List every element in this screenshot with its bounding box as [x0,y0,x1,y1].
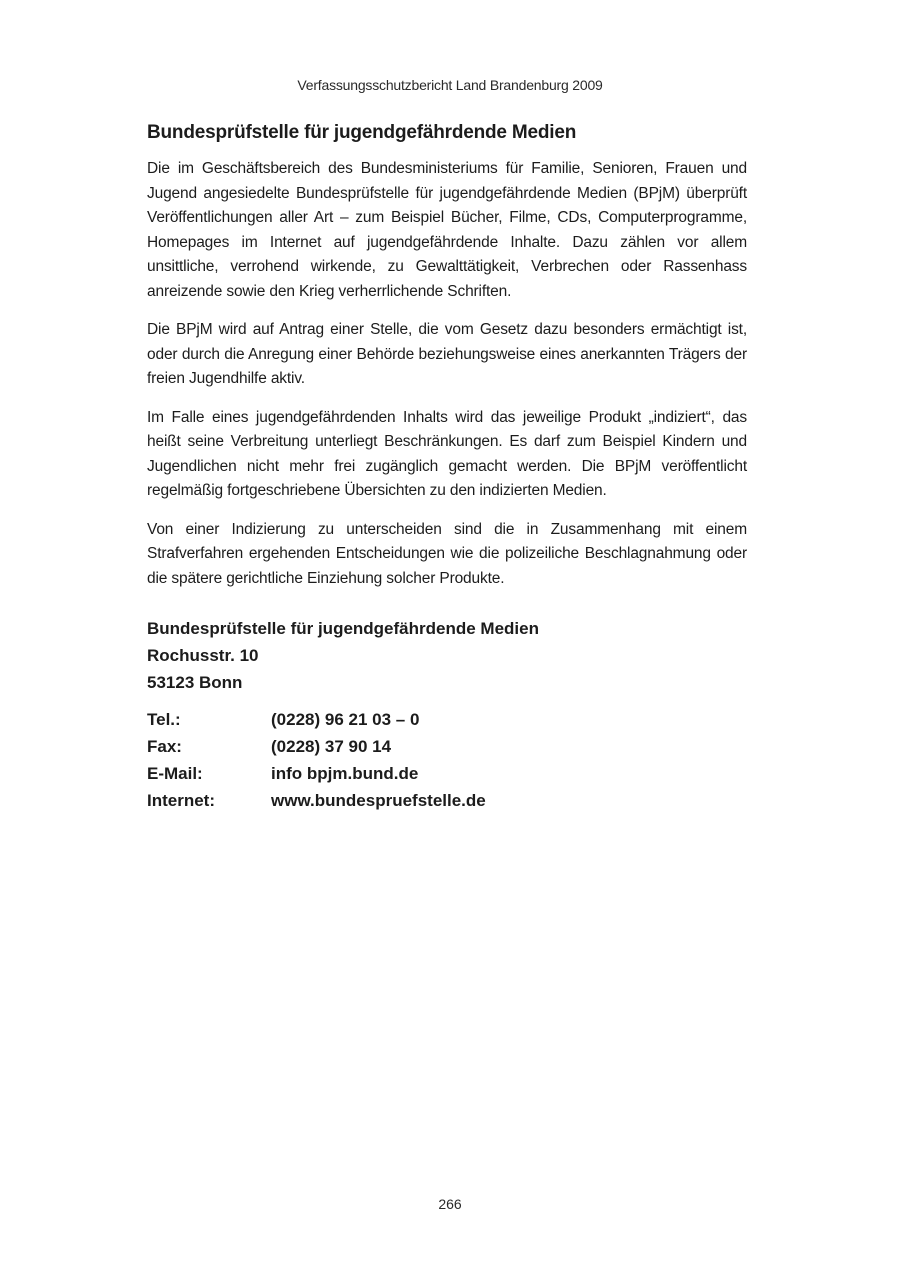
paragraph: Von einer Indizierung zu unterscheiden sind die in Zusammenhang mit einem Strafverfahren ergehenden Entscheidungen wie die polizeiliche Beschlagnahmung oder die spätere gerichtliche Einziehung solcher Produkte. [147,520,747,587]
contact-phone: (0228) 96 21 03 – 0 [271,710,420,729]
contact-fax: (0228) 37 90 14 [271,737,392,756]
contact-label: Tel.: [147,710,181,729]
contact-label: Internet: [147,791,215,810]
paragraph: Die im Geschäftsbereich des Bundesministeriums für Familie, Senioren, Frauen und Jugend angesiedelte Bundesprüfstelle für jugendgefährdende Medien (BPjM) überprüft Veröffentlichungen aller Art – zum Beispiel Bücher, Filme, CDs, Computerprogramme, Homepages im Internet auf jugendgefährdende Inhalte. Dazu zählen vor allem unsittliche, verrohend wirkende, zu Gewalttätigkeit, Verbrechen oder Rassenhass anreizende sowie den Krieg verherrlichende Schriften. [147,160,747,300]
page-number: 266 [438,1196,462,1212]
contact-website: www.bundespruefstelle.de [271,791,486,810]
contact-row-fax [147,733,486,760]
contact-organization: Bundesprüfstelle für jugendgefährdende Medien [147,619,539,638]
contact-street: Rochusstr. 10 [147,646,259,665]
section-title: Bundesprüfstelle für jugendgefährdende Medien [147,122,577,143]
contact-row-internet [147,787,486,814]
contact-email: info bpjm.bund.de [271,764,419,783]
paragraph: Im Falle eines jugendgefährdenden Inhalts wird das jeweilige Produkt „indiziert“, das heißt seine Verbreitung unterliegt Beschränkungen. Es darf zum Beispiel Kindern und Jugendlichen nicht mehr frei zugänglich gemacht werden. Die BPjM veröffentlicht regelmäßig fortgeschriebene Übersichten zu den indizierten Medien. [147,408,747,499]
contact-row-phone [147,706,486,733]
contact-city: 53123 Bonn [147,673,243,692]
main-content [147,122,747,814]
running-header: Verfassungsschutzbericht Land Brandenburg 2009 [297,77,603,93]
contact-details-table [147,706,486,814]
contact-row-email [147,760,486,787]
paragraph: Die BPjM wird auf Antrag einer Stelle, die vom Gesetz dazu besonders ermächtigt ist, oder durch die Anregung einer Behörde beziehungsweise eines anerkannten Trägers der freien Jugendhilfe aktiv. [147,321,747,387]
contact-block [147,615,747,814]
contact-label: E-Mail: [147,764,203,783]
contact-label: Fax: [147,737,182,756]
